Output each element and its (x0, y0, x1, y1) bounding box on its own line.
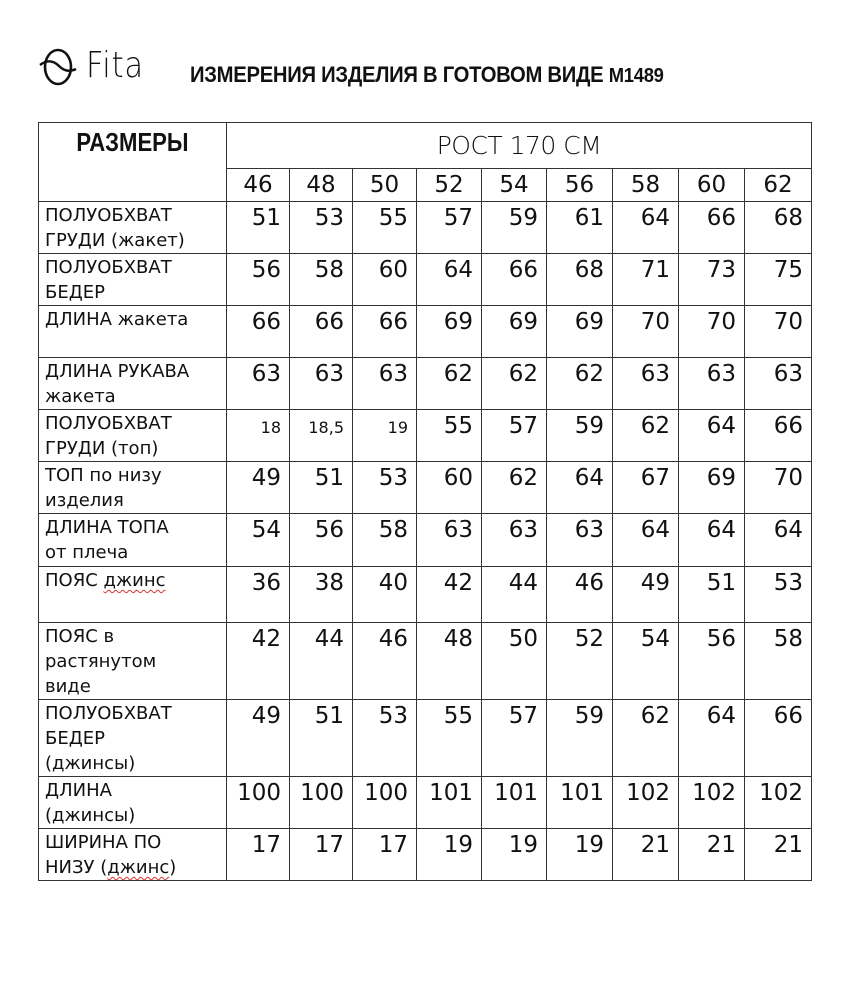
label-line: ШИРИНА ПО (45, 832, 162, 853)
label-line: НИЗУ ( (45, 857, 108, 878)
size-header (745, 169, 812, 202)
measurement-value: 64 (613, 202, 679, 254)
measurement-value: 19 (547, 829, 613, 881)
label-line: ПОЛУОБХВАТ (45, 703, 172, 724)
label-line: виде (45, 676, 91, 697)
measurement-value: 100 (227, 777, 290, 829)
label-line: (джинсы) (45, 753, 136, 774)
measurement-value: 63 (353, 358, 417, 410)
measurement-value: 68 (547, 254, 613, 306)
measurement-value: 38 (290, 567, 353, 623)
size-chart-table (38, 122, 812, 881)
measurement-value: 46 (547, 567, 613, 623)
label-line: ПОЯС (45, 570, 104, 591)
label-line: ДЛИНА (45, 780, 112, 801)
measurement-label (39, 700, 227, 777)
measurement-value: 102 (613, 777, 679, 829)
measurement-value: 58 (745, 623, 812, 700)
measurement-value: 51 (290, 462, 353, 514)
measurement-label (39, 202, 227, 254)
measurement-label (39, 623, 227, 700)
table-row (39, 358, 812, 410)
measurement-value: 70 (679, 306, 745, 358)
measurement-value: 44 (482, 567, 547, 623)
label-line: ) (169, 857, 177, 878)
measurement-label (39, 358, 227, 410)
measurement-value: 66 (227, 306, 290, 358)
measurement-value: 19 (417, 829, 482, 881)
measurement-value: 63 (227, 358, 290, 410)
measurement-value: 63 (547, 514, 613, 567)
size-header (353, 169, 417, 202)
measurement-value: 52 (547, 623, 613, 700)
size-value: 60 (696, 172, 727, 198)
table-row (39, 462, 812, 514)
measurement-value: 63 (482, 514, 547, 567)
measurement-value: 53 (290, 202, 353, 254)
label-line: ГРУДИ (жакет) (45, 230, 185, 251)
size-value: 56 (564, 172, 595, 198)
label-line: ПОЛУОБХВАТ (45, 205, 172, 226)
measurement-value: 46 (353, 623, 417, 700)
height-label: РОСТ 170 СМ (436, 131, 602, 160)
measurement-value: 60 (353, 254, 417, 306)
logo-text: Fita (86, 45, 145, 86)
measurement-value: 54 (613, 623, 679, 700)
measurement-value: 50 (482, 623, 547, 700)
size-value: 46 (243, 172, 273, 198)
measurement-value: 63 (417, 514, 482, 567)
measurement-value: 53 (353, 700, 417, 777)
size-value: 62 (763, 172, 793, 198)
label-line: жакета (45, 386, 116, 407)
measurement-label (39, 829, 227, 881)
label-line: изделия (45, 490, 124, 511)
label-line: (джинсы) (45, 805, 136, 826)
measurement-value: 57 (482, 700, 547, 777)
label-line: ПОЛУОБХВАТ (45, 413, 172, 434)
label-line: растянутом (45, 651, 157, 672)
measurement-value: 48 (417, 623, 482, 700)
measurement-value: 70 (745, 462, 812, 514)
measurement-value: 63 (679, 358, 745, 410)
sizes-header-label: РАЗМЕРЫ (76, 127, 189, 157)
label-line: ТОП по низу (45, 465, 162, 486)
measurement-value: 73 (679, 254, 745, 306)
measurement-value: 67 (613, 462, 679, 514)
measurement-value: 18,5 (290, 410, 353, 462)
measurement-value: 58 (353, 514, 417, 567)
measurement-value: 49 (613, 567, 679, 623)
measurement-value: 66 (353, 306, 417, 358)
size-header (290, 169, 353, 202)
measurement-value: 17 (290, 829, 353, 881)
measurement-value: 51 (679, 567, 745, 623)
size-header (547, 169, 613, 202)
brand-logo (38, 44, 154, 88)
measurement-value: 63 (290, 358, 353, 410)
measurement-value: 59 (482, 202, 547, 254)
measurement-value: 69 (482, 306, 547, 358)
measurement-value: 64 (417, 254, 482, 306)
measurement-value: 68 (745, 202, 812, 254)
measurement-label (39, 462, 227, 514)
measurement-value: 64 (547, 462, 613, 514)
measurement-value: 21 (613, 829, 679, 881)
measurement-value: 70 (745, 306, 812, 358)
label-line: от плеча (45, 542, 129, 563)
table-row (39, 254, 812, 306)
measurement-value: 63 (613, 358, 679, 410)
measurement-value: 66 (745, 410, 812, 462)
measurement-value: 21 (745, 829, 812, 881)
table-row (39, 306, 812, 358)
table-row (39, 700, 812, 777)
sizes-header-cell (39, 123, 227, 202)
measurement-value: 51 (227, 202, 290, 254)
measurement-value: 100 (290, 777, 353, 829)
size-value: 58 (630, 172, 661, 198)
size-value: 54 (499, 172, 529, 198)
measurement-value: 18 (227, 410, 290, 462)
label-line: ПОЯС в (45, 626, 115, 647)
size-header (227, 169, 290, 202)
fita-logo-icon (38, 45, 78, 87)
table-row (39, 514, 812, 567)
label-line: ГРУДИ (топ) (45, 438, 159, 459)
measurement-value: 42 (227, 623, 290, 700)
measurement-value: 44 (290, 623, 353, 700)
measurement-value: 56 (227, 254, 290, 306)
measurement-value: 51 (290, 700, 353, 777)
measurement-value: 17 (227, 829, 290, 881)
table-row (39, 829, 812, 881)
measurement-value: 57 (482, 410, 547, 462)
measurement-label (39, 777, 227, 829)
measurement-value: 62 (613, 410, 679, 462)
measurement-value: 62 (547, 358, 613, 410)
table-row (39, 567, 812, 623)
measurement-value: 56 (290, 514, 353, 567)
measurement-value: 66 (290, 306, 353, 358)
measurement-value: 63 (745, 358, 812, 410)
table-row (39, 202, 812, 254)
size-header (417, 169, 482, 202)
measurement-label (39, 514, 227, 567)
measurement-value: 102 (679, 777, 745, 829)
size-header (679, 169, 745, 202)
measurement-value: 19 (482, 829, 547, 881)
page-title (190, 62, 664, 88)
measurement-value: 61 (547, 202, 613, 254)
label-line: БЕДЕР (45, 282, 106, 303)
measurement-value: 69 (417, 306, 482, 358)
table-row (39, 777, 812, 829)
measurement-value: 36 (227, 567, 290, 623)
measurement-value: 55 (353, 202, 417, 254)
measurement-label (39, 306, 227, 358)
measurement-value: 60 (417, 462, 482, 514)
label-line: джинс (107, 857, 170, 878)
size-value: 52 (434, 172, 464, 198)
measurement-value: 71 (613, 254, 679, 306)
size-header (613, 169, 679, 202)
table-row (39, 623, 812, 700)
measurement-value: 53 (353, 462, 417, 514)
measurement-value: 101 (547, 777, 613, 829)
measurement-value: 59 (547, 700, 613, 777)
measurement-value: 101 (417, 777, 482, 829)
measurement-value: 66 (679, 202, 745, 254)
measurement-value: 64 (679, 700, 745, 777)
measurement-value: 55 (417, 700, 482, 777)
measurement-value: 49 (227, 700, 290, 777)
header-row (39, 123, 812, 169)
label-line: ПОЛУОБХВАТ (45, 257, 172, 278)
measurement-value: 64 (745, 514, 812, 567)
measurement-value: 21 (679, 829, 745, 881)
measurement-value: 17 (353, 829, 417, 881)
measurement-value: 62 (417, 358, 482, 410)
measurement-value: 64 (679, 514, 745, 567)
measurement-value: 57 (417, 202, 482, 254)
measurement-value: 62 (482, 358, 547, 410)
measurement-value: 69 (547, 306, 613, 358)
measurement-value: 58 (290, 254, 353, 306)
label-line: ДЛИНА РУКАВА (45, 361, 190, 382)
measurement-label (39, 567, 227, 623)
measurement-value: 40 (353, 567, 417, 623)
measurement-value: 49 (227, 462, 290, 514)
measurement-value: 53 (745, 567, 812, 623)
model-number: М1489 (608, 65, 664, 87)
table-row (39, 410, 812, 462)
measurement-value: 66 (745, 700, 812, 777)
measurement-value: 19 (353, 410, 417, 462)
measurement-value: 56 (679, 623, 745, 700)
measurement-label (39, 410, 227, 462)
measurement-value: 69 (679, 462, 745, 514)
size-value: 48 (306, 172, 336, 198)
measurement-value: 75 (745, 254, 812, 306)
label-line: ДЛИНА ТОПА (45, 517, 169, 538)
measurement-value: 59 (547, 410, 613, 462)
size-value: 50 (369, 172, 400, 198)
measurement-value: 55 (417, 410, 482, 462)
measurement-value: 62 (613, 700, 679, 777)
label-line: БЕДЕР (45, 728, 106, 749)
label-line: ДЛИНА жакета (45, 309, 189, 330)
measurement-value: 54 (227, 514, 290, 567)
measurement-value: 100 (353, 777, 417, 829)
measurement-value: 70 (613, 306, 679, 358)
measurement-value: 62 (482, 462, 547, 514)
measurement-value: 64 (613, 514, 679, 567)
measurement-value: 42 (417, 567, 482, 623)
height-header-cell (227, 123, 812, 169)
title-text: ИЗМЕРЕНИЯ ИЗДЕЛИЯ В ГОТОВОМ ВИДЕ (190, 62, 604, 87)
label-line: джинс (103, 570, 166, 591)
measurement-value: 101 (482, 777, 547, 829)
size-header (482, 169, 547, 202)
measurement-label (39, 254, 227, 306)
measurement-value: 66 (482, 254, 547, 306)
measurement-value: 102 (745, 777, 812, 829)
measurement-value: 64 (679, 410, 745, 462)
